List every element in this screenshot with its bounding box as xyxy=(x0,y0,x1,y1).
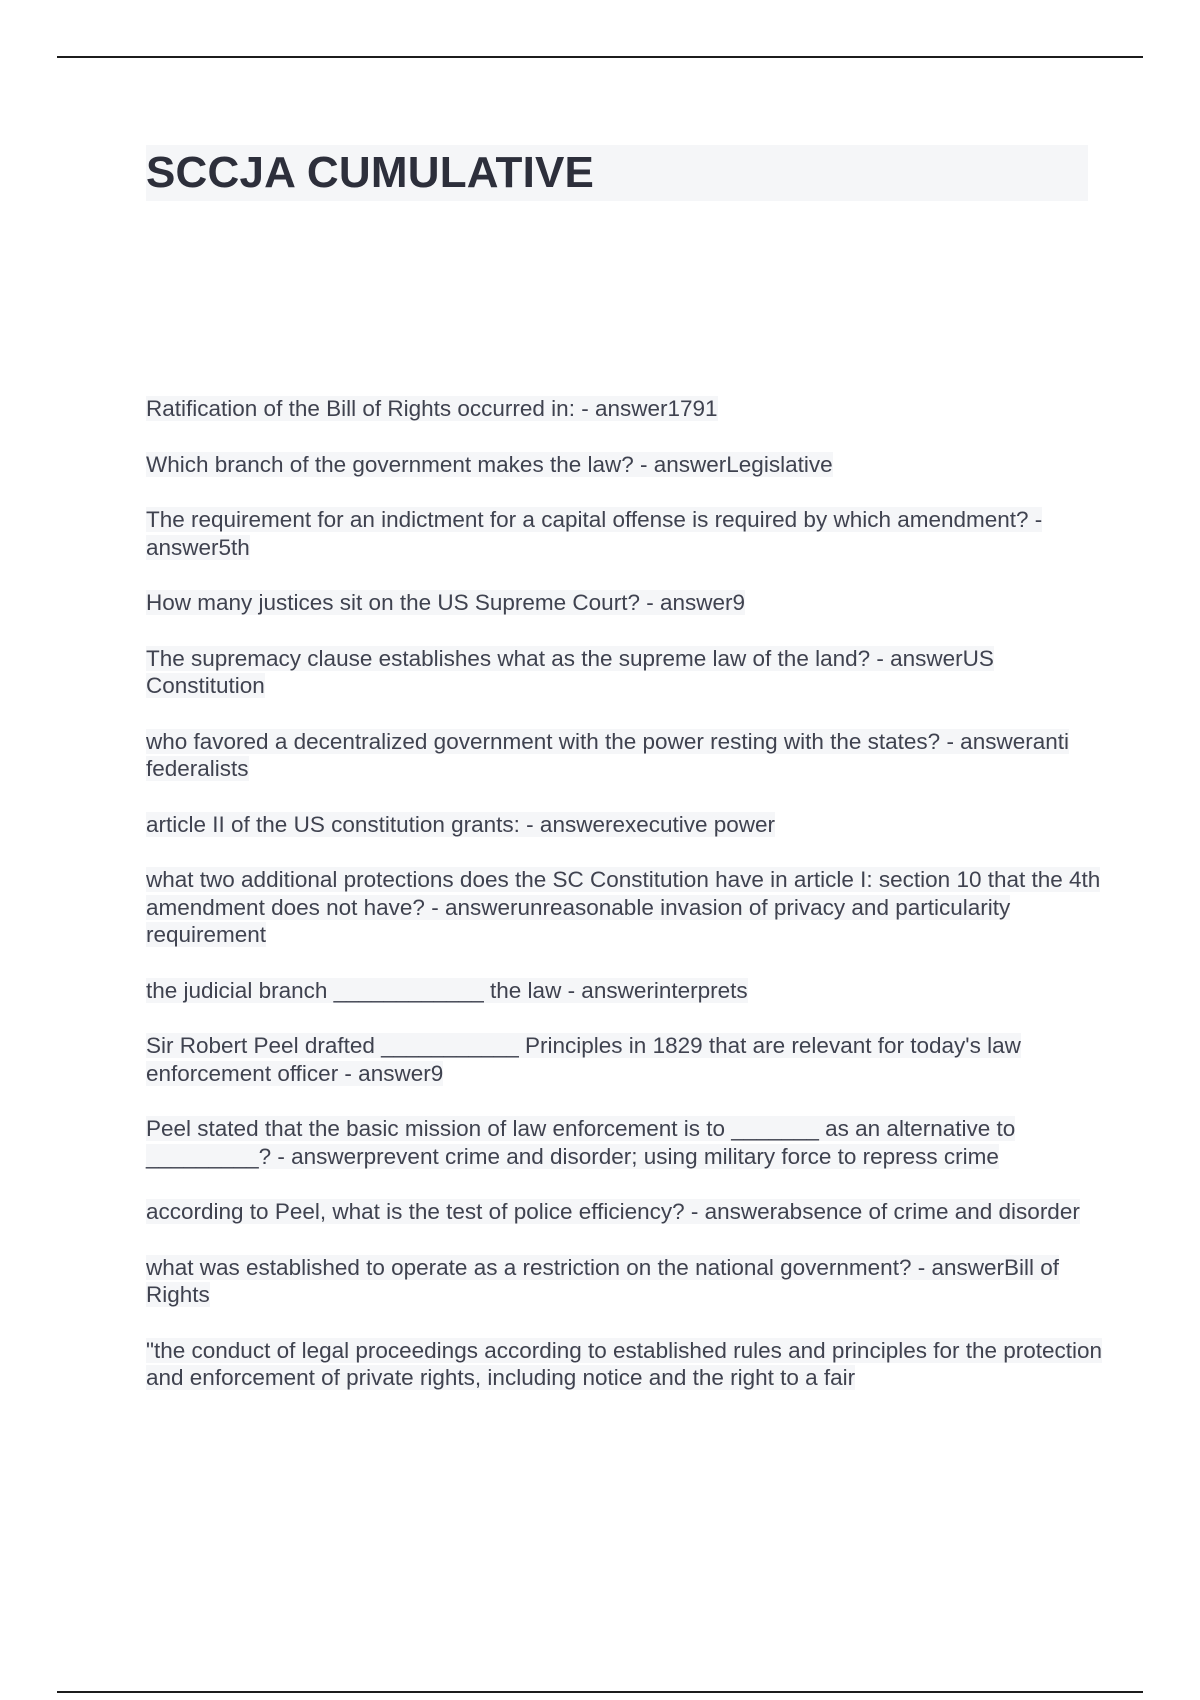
qa-text: Sir Robert Peel drafted ___________ Principles in 1829 that are relevant for today's law enforcement officer - answer9 xyxy=(146,1033,1021,1086)
qa-list xyxy=(146,395,1106,1420)
qa-text: Which branch of the government makes the law? - answerLegislative xyxy=(146,451,833,477)
qa-item xyxy=(146,395,1106,423)
qa-item xyxy=(146,1198,1106,1226)
qa-text: The supremacy clause establishes what as the supreme law of the land? - answerUS Constitution xyxy=(146,645,994,698)
top-rule xyxy=(57,56,1143,58)
qa-item xyxy=(146,866,1106,949)
qa-text: Peel stated that the basic mission of law enforcement is to _______ as an alternative to _________? - answerprevent crime and disorder; using military force to repress crime xyxy=(146,1116,1016,1169)
qa-text: according to Peel, what is the test of police efficiency? - answerabsence of crime and disorder xyxy=(146,1199,1080,1224)
qa-text: what two additional protections does the SC Constitution have in article I: section 10 that the 4th amendment does not have? - answerunreasonable invasion of privacy and particularity requirement xyxy=(146,867,1101,947)
qa-text: who favored a decentralized government with the power resting with the states? - answeranti federalists xyxy=(146,728,1069,781)
qa-item xyxy=(146,977,1106,1005)
qa-item xyxy=(146,645,1106,700)
qa-text: what was established to operate as a restriction on the national government? - answerBill of Rights xyxy=(146,1254,1060,1307)
qa-item xyxy=(146,811,1106,839)
qa-text: The requirement for an indictment for a capital offense is required by which amendment? - answer5th xyxy=(146,507,1043,560)
qa-text: How many justices sit on the US Supreme Court? - answer9 xyxy=(146,590,745,615)
qa-item xyxy=(146,589,1106,617)
qa-item xyxy=(146,451,1106,479)
qa-text: article II of the US constitution grants: - answerexecutive power xyxy=(146,811,776,837)
qa-item xyxy=(146,1254,1106,1309)
qa-text: Ratification of the Bill of Rights occurred in: - answer1791 xyxy=(146,396,718,421)
qa-item xyxy=(146,506,1106,561)
bottom-rule xyxy=(57,1691,1143,1693)
qa-item xyxy=(146,1032,1106,1087)
qa-item xyxy=(146,728,1106,783)
qa-text: "the conduct of legal proceedings according to established rules and principles for the protection and enforcement of private rights, including notice and the right to a fair xyxy=(146,1337,1103,1390)
qa-item xyxy=(146,1115,1106,1170)
document-title: SCCJA CUMULATIVE xyxy=(146,148,595,197)
qa-text: the judicial branch ____________ the law - answerinterprets xyxy=(146,977,748,1003)
qa-item xyxy=(146,1337,1106,1392)
